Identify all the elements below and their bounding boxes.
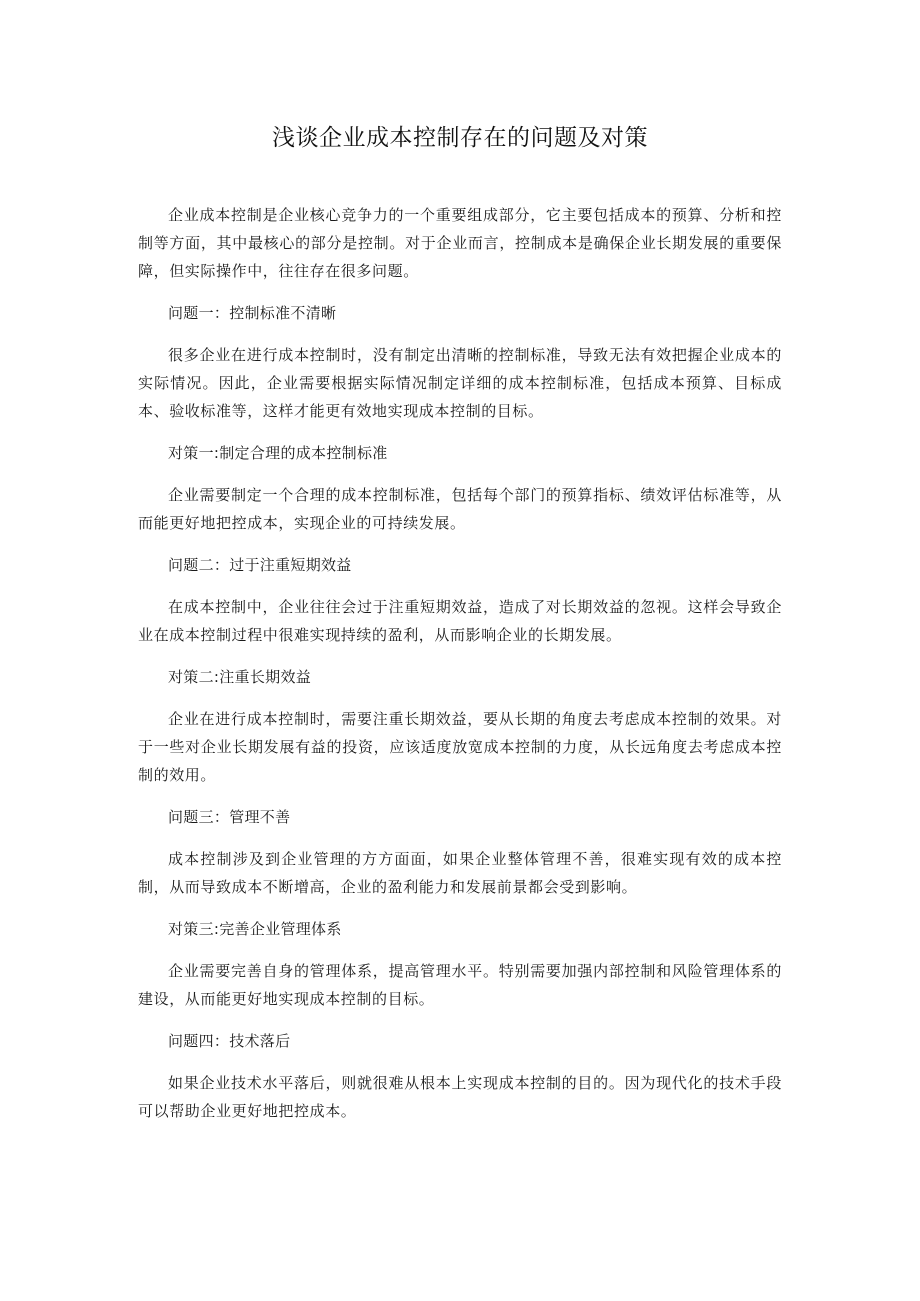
paragraph-problem-4: 如果企业技术水平落后，则就很难从根本上实现成本控制的目的。因为现代化的技术手段可以帮助企业更好地把控成本。: [138, 1074, 782, 1120]
paragraph-solution-1: 企业需要制定一个合理的成本控制标准，包括每个部门的预算指标、绩效评估标准等，从而能更好地把控成本，实现企业的可持续发展。: [138, 486, 782, 532]
paragraph-problem-2: 在成本控制中，企业往往会过于注重短期效益，造成了对长期效益的忽视。这样会导致企业在成本控制过程中很难实现持续的盈利，从而影响企业的长期发展。: [138, 598, 782, 644]
section-heading-problem-2: 问题二：过于注重短期效益: [168, 556, 352, 574]
document-body: [138, 201, 782, 1139]
paragraph-problem-3: 成本控制涉及到企业管理的方方面面，如果企业整体管理不善，很难实现有效的成本控制，从而导致成本不断增高，企业的盈利能力和发展前景都会受到影响。: [138, 850, 782, 896]
paragraph-intro: 企业成本控制是企业核心竞争力的一个重要组成部分，它主要包括成本的预算、分析和控制等方面，其中最核心的部分是控制。对于企业而言，控制成本是确保企业长期发展的重要保障，但实际操作中，往往存在很多问题。: [138, 206, 782, 280]
document-title: 浅谈企业成本控制存在的问题及对策: [272, 125, 648, 151]
paragraph-solution-3: 企业需要完善自身的管理体系，提高管理水平。特别需要加强内部控制和风险管理体系的建设，从而能更好地实现成本控制的目标。: [138, 962, 782, 1008]
section-heading-problem-4: 问题四：技术落后: [168, 1032, 291, 1050]
section-heading-problem-3: 问题三：管理不善: [168, 808, 291, 826]
section-heading-solution-2: 对策二:注重长期效益: [168, 668, 312, 686]
section-heading-solution-3: 对策三:完善企业管理体系: [168, 920, 342, 938]
section-heading-solution-1: 对策一:制定合理的成本控制标准: [168, 444, 388, 462]
paragraph-solution-2: 企业在进行成本控制时，需要注重长期效益，要从长期的角度去考虑成本控制的效果。对于一些对企业长期发展有益的投资，应该适度放宽成本控制的力度，从长远角度去考虑成本控制的效用。: [138, 710, 782, 784]
section-heading-problem-1: 问题一：控制标准不清晰: [168, 304, 337, 322]
paragraph-problem-1: 很多企业在进行成本控制时，没有制定出清晰的控制标准，导致无法有效把握企业成本的实际情况。因此，企业需要根据实际情况制定详细的成本控制标准，包括成本预算、目标成本、验收标准等，这样才能更有效地实现成本控制的目标。: [138, 346, 782, 420]
